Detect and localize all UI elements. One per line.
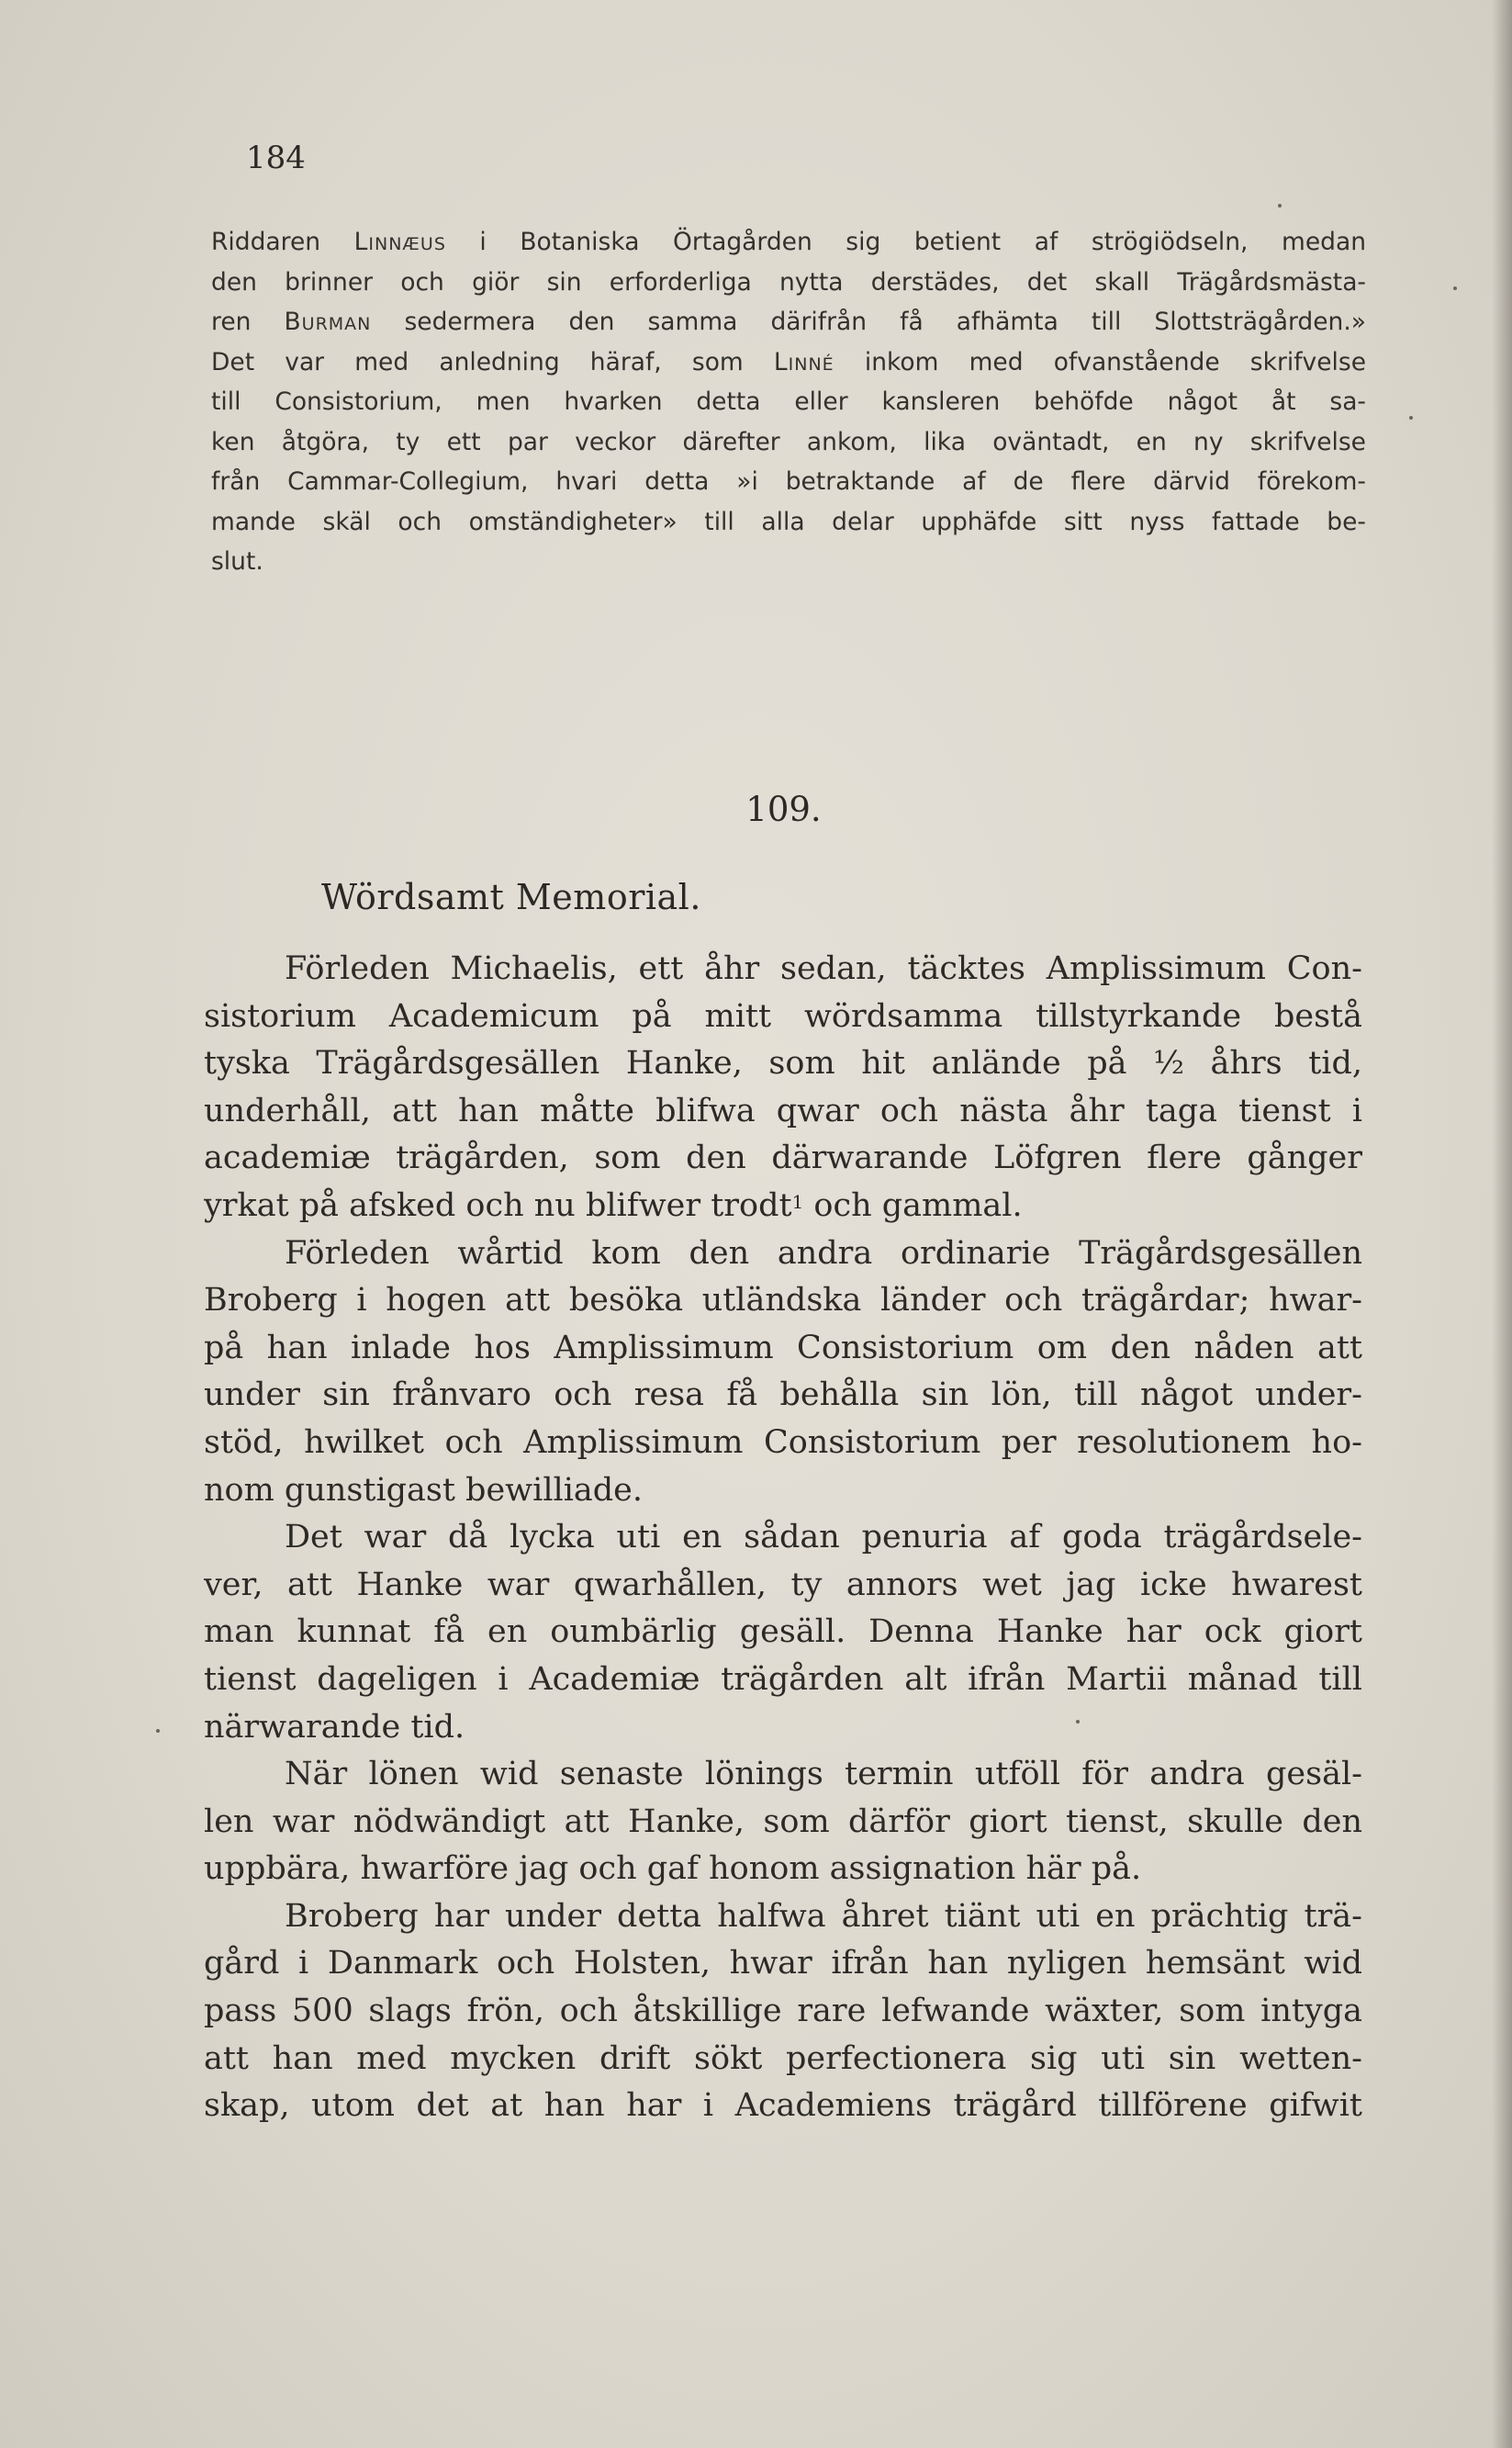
letter-line: närwarande tid. xyxy=(204,1708,465,1746)
footnote-marker: 1 xyxy=(791,1190,804,1213)
letter-line: pass 500 slags frön, och åtskillige rare lefwande wäxter, som intyga xyxy=(204,1993,1362,2030)
name-linnaeus: Linnæus xyxy=(353,228,446,256)
letter-line: academiæ trägården, som den därwarande Löfgren flere gånger xyxy=(204,1140,1362,1177)
letter-line: Broberg har under detta halfwa åhret tiänt uti en prächtig trä- xyxy=(285,1897,1362,1935)
letter-line: sistorium Academicum på mitt wördsamma tillstyrkande bestå xyxy=(204,997,1362,1035)
note-line: den brinner och giör sin erforderliga nytta derstädes, det skall Trägårdsmästa- xyxy=(211,267,1366,297)
letter-body xyxy=(204,946,1362,2130)
letter-line: man kunnat få en oumbärlig gesäll. Denna Hanke har ock giort xyxy=(204,1613,1362,1651)
note-line: från Cammar-Collegium, hvari detta »i betraktande af de flere därvid förekom- xyxy=(211,467,1366,496)
paper-speck xyxy=(156,1729,160,1733)
letter-line: skap, utom det at han har i Academiens trägård tillförene gifwit xyxy=(204,2087,1362,2125)
note-line: ken åtgöra, ty ett par veckor därefter ankom, lika oväntadt, en ny skrifvelse xyxy=(211,427,1366,456)
letter-line: stöd, hwilket och Amplissimum Consistorium per resolutionem ho- xyxy=(204,1423,1362,1461)
paper-speck xyxy=(1453,286,1457,290)
letter-line: Förleden Michaelis, ett åhr sedan, täcktes Amplissimum Con- xyxy=(285,950,1362,987)
page-number: 184 xyxy=(246,140,306,176)
letter-line: underhåll, att han måtte blifwa qwar och nästa åhr taga tienst i xyxy=(204,1092,1362,1129)
letter-line: Broberg i hogen att besöka utländska länder och trägårdar; hwar- xyxy=(204,1282,1362,1319)
letter-line: under sin frånvaro och resa få behålla sin lön, till något under- xyxy=(204,1376,1362,1414)
paper-speck xyxy=(1076,1720,1080,1724)
section-number: 109. xyxy=(745,790,822,829)
letter-line: Det war då lycka uti en sådan penuria af goda trägårdsele- xyxy=(285,1519,1362,1556)
note-line: Det var med anledning häraf, som Linné inkom med ofvanstående skrifvelse xyxy=(211,347,1366,376)
letter-line: Förleden wårtid kom den andra ordinarie Trägårdsgesällen xyxy=(285,1234,1362,1272)
letter-line: tyska Trägårdsgesällen Hanke, som hit anlände på ½ åhrs tid, xyxy=(204,1045,1362,1083)
note-line: till Consistorium, men hvarken detta eller kansleren behöfde något åt sa- xyxy=(211,387,1366,416)
name-burman: Burman xyxy=(284,308,372,336)
footnote-block xyxy=(211,222,1366,582)
letter-line: ver, att Hanke war qwarhållen, ty annors wet jag icke hwarest xyxy=(204,1566,1362,1603)
letter-line: på han inlade hos Amplissimum Consistorium om den nåden att xyxy=(204,1329,1362,1366)
note-line: slut. xyxy=(211,547,263,576)
letter-line: att han med mycken drift sökt perfectionera sig uti sin wetten- xyxy=(204,2039,1362,2077)
letter-title: Wördsamt Memorial. xyxy=(321,877,701,917)
note-line: mande skäl och omständigheter» till alla delar upphäfde sitt nyss fattade be- xyxy=(211,507,1366,536)
letter-line: tienst dageligen i Academiæ trägården alt ifrån Martii månad till xyxy=(204,1660,1362,1698)
paper-speck xyxy=(1278,204,1282,208)
letter-line: yrkat på afsked och nu blifwer trodt$^1$ och gammal. xyxy=(204,1186,1023,1224)
note-line: ren Burman sedermera den samma därifrån få afhämta till Slottsträgården.» xyxy=(211,308,1366,336)
note-line: Riddaren Linnæus i Botaniska Örtagården sig betient af strögiödseln, medan xyxy=(211,228,1366,256)
letter-line: uppbära, hwarföre jag och gaf honom assignation här på. xyxy=(204,1850,1142,1888)
letter-line: När lönen wid senaste lönings termin utföll för andra gesäl- xyxy=(285,1756,1362,1793)
letter-line: gård i Danmark och Holsten, hwar ifrån han nyligen hemsänt wid xyxy=(204,1945,1362,1982)
letter-line: nom gunstigast bewilliade. xyxy=(204,1471,644,1509)
page-edge-shadow xyxy=(1492,0,1512,2448)
name-linne: Linné xyxy=(773,347,834,376)
paper-speck xyxy=(1409,416,1413,420)
letter-line: len war nödwändigt att Hanke, som därför giort tienst, skulle den xyxy=(204,1802,1362,1840)
